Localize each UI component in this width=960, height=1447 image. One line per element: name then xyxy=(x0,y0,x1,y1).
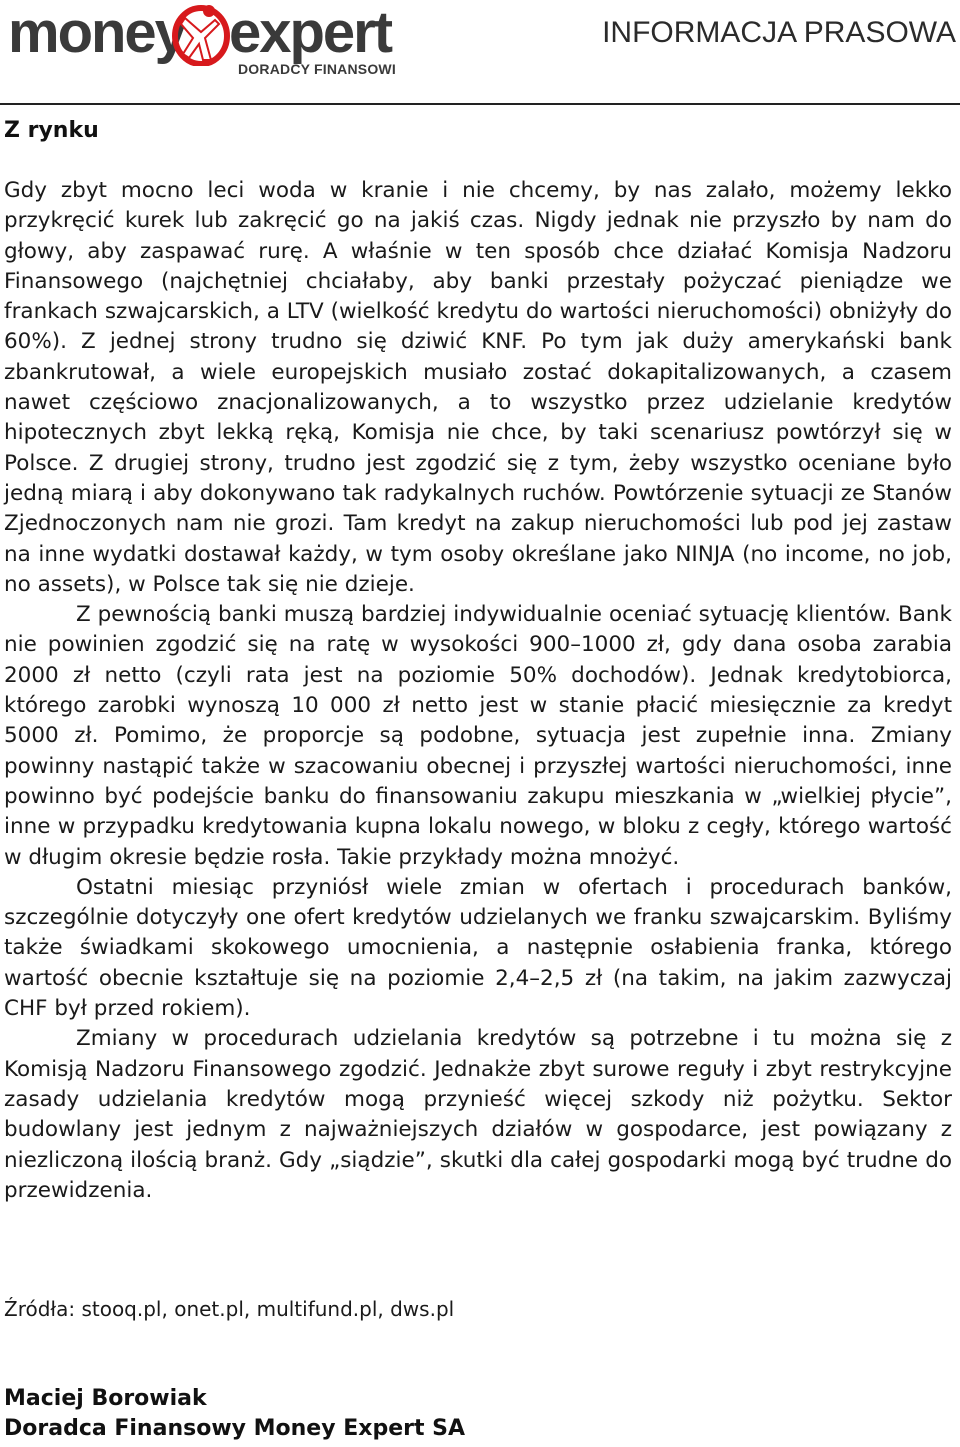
sources-line: Źródła: stooq.pl, onet.pl, multifund.pl, dws.pl xyxy=(4,1297,455,1321)
article-paragraph-4: Zmiany w procedurach udzielania kredytów są potrzebne i tu można się z Komisją Nadzoru Finansowego zgodzić. Jednakże zbyt surowe reguły i zbyt restrykcyjne zasady udzielania kredytów mogą przynieść więcej szkody niż pożytku. Sektor budowlany jest jednym z najważniejszych działów w gospodarce, jest powiązany z niezliczoną ilością branż. Gdy „siądzie”, skutki dla całej gospodarki mogą być trudne do przewidzenia. xyxy=(4,1026,952,1203)
document-type-label: INFORMACJA PRASOWA xyxy=(602,16,956,49)
page-header xyxy=(0,0,960,106)
logo-figure-icon xyxy=(171,2,231,66)
header-divider xyxy=(0,103,960,105)
article-paragraph-1: Gdy zbyt mocno leci woda w kranie i nie chcemy, by nas zalało, możemy lekko przykręcić kurek lub zakręcić go na jakiś czas. Nigdy jednak nie przyszło by nam do głowy, aby zaspawać rurę. A właśnie w ten sposób chce działać Komisja Nadzoru Finansowego (najchętniej chciałaby, aby banki przestały pożyczać pieniądze we frankach szwajcarskich, a LTV (wielkość kredytu do wartości nieruchomości) obniżyły do 60%). Z jednej strony trudno się dziwić KNF. Po tym jak duży amerykański bank zbankrutował, a wiele europejskich musiało zostać dokapitalizowanych, a czasem nawet częściowo znacjonalizowanych, a to wszystko przez udzielanie kredytów hipotecznych zbyt lekką ręką, Komisja nie chce, by taki scenariusz powtórzył się w Polsce. Z drugiej strony, trudno jest zgodzić się z tym, żeby wszystko oceniane było jedną miarą i aby dokonywano tak radykalnych ruchów. Powtórzenie sytuacji ze Stanów Zjednoczonych nam nie grozi. Tam kredyt na zakup nieruchomości lub pod jej zastaw na inne wydatki dostawał każdy, w tym osoby określane jako NINJA (no income, no job, no assets), w Polsce tak się nie dzieje. xyxy=(4,178,952,597)
logo-word-money: money xyxy=(8,0,185,65)
logo-word-expert: expert xyxy=(228,0,392,65)
author-name: Maciej Borowiak xyxy=(4,1386,207,1411)
logo-tagline: DORADCY FINANSOWI xyxy=(238,61,396,77)
article-paragraph-2: Z pewnością banki muszą bardziej indywidualnie oceniać sytuację klientów. Bank nie powinien zgodzić się na ratę w wysokości 900–1000 zł, gdy dana osoba zarabia 2000 zł netto (czyli rata jest na poziomie 50% dochodów). Jednak kredytobiorca, którego zarobki wynoszą 10 000 zł netto jest w stanie płacić miesięcznie za kredyt 5000 zł. Pomimo, że proporcje są podobne, sytuacja jest zupełnie inna. Zmiany powinny nastąpić także w szacowaniu obecnej i przyszłej wartości nieruchomości, inne powinno być podejście banku do finansowaniu zakupu mieszkania w „wielkiej płycie”, inne w przypadku kredytowania kupna lokalu nowego, w bloku z cegły, którego wartość w długim okresie będzie rosła. Takie przykłady można mnożyć. xyxy=(4,602,952,870)
section-title: Z rynku xyxy=(4,118,99,143)
article-paragraph-3: Ostatni miesiąc przyniósł wiele zmian w ofertach i procedurach banków, szczególnie dotyczyły one ofert kredytów udzielanych we franku szwajcarskim. Byliśmy także świadkami skokowego umocnienia, a następnie osłabienia franka, którego wartość obecnie kształtuje się na poziomie 2,4–2,5 zł (na takim, na jakim zazwyczaj CHF był przed rokiem). xyxy=(4,874,952,1022)
author-role: Doradca Finansowy Money Expert SA xyxy=(4,1416,466,1441)
article-body xyxy=(4,176,952,1206)
